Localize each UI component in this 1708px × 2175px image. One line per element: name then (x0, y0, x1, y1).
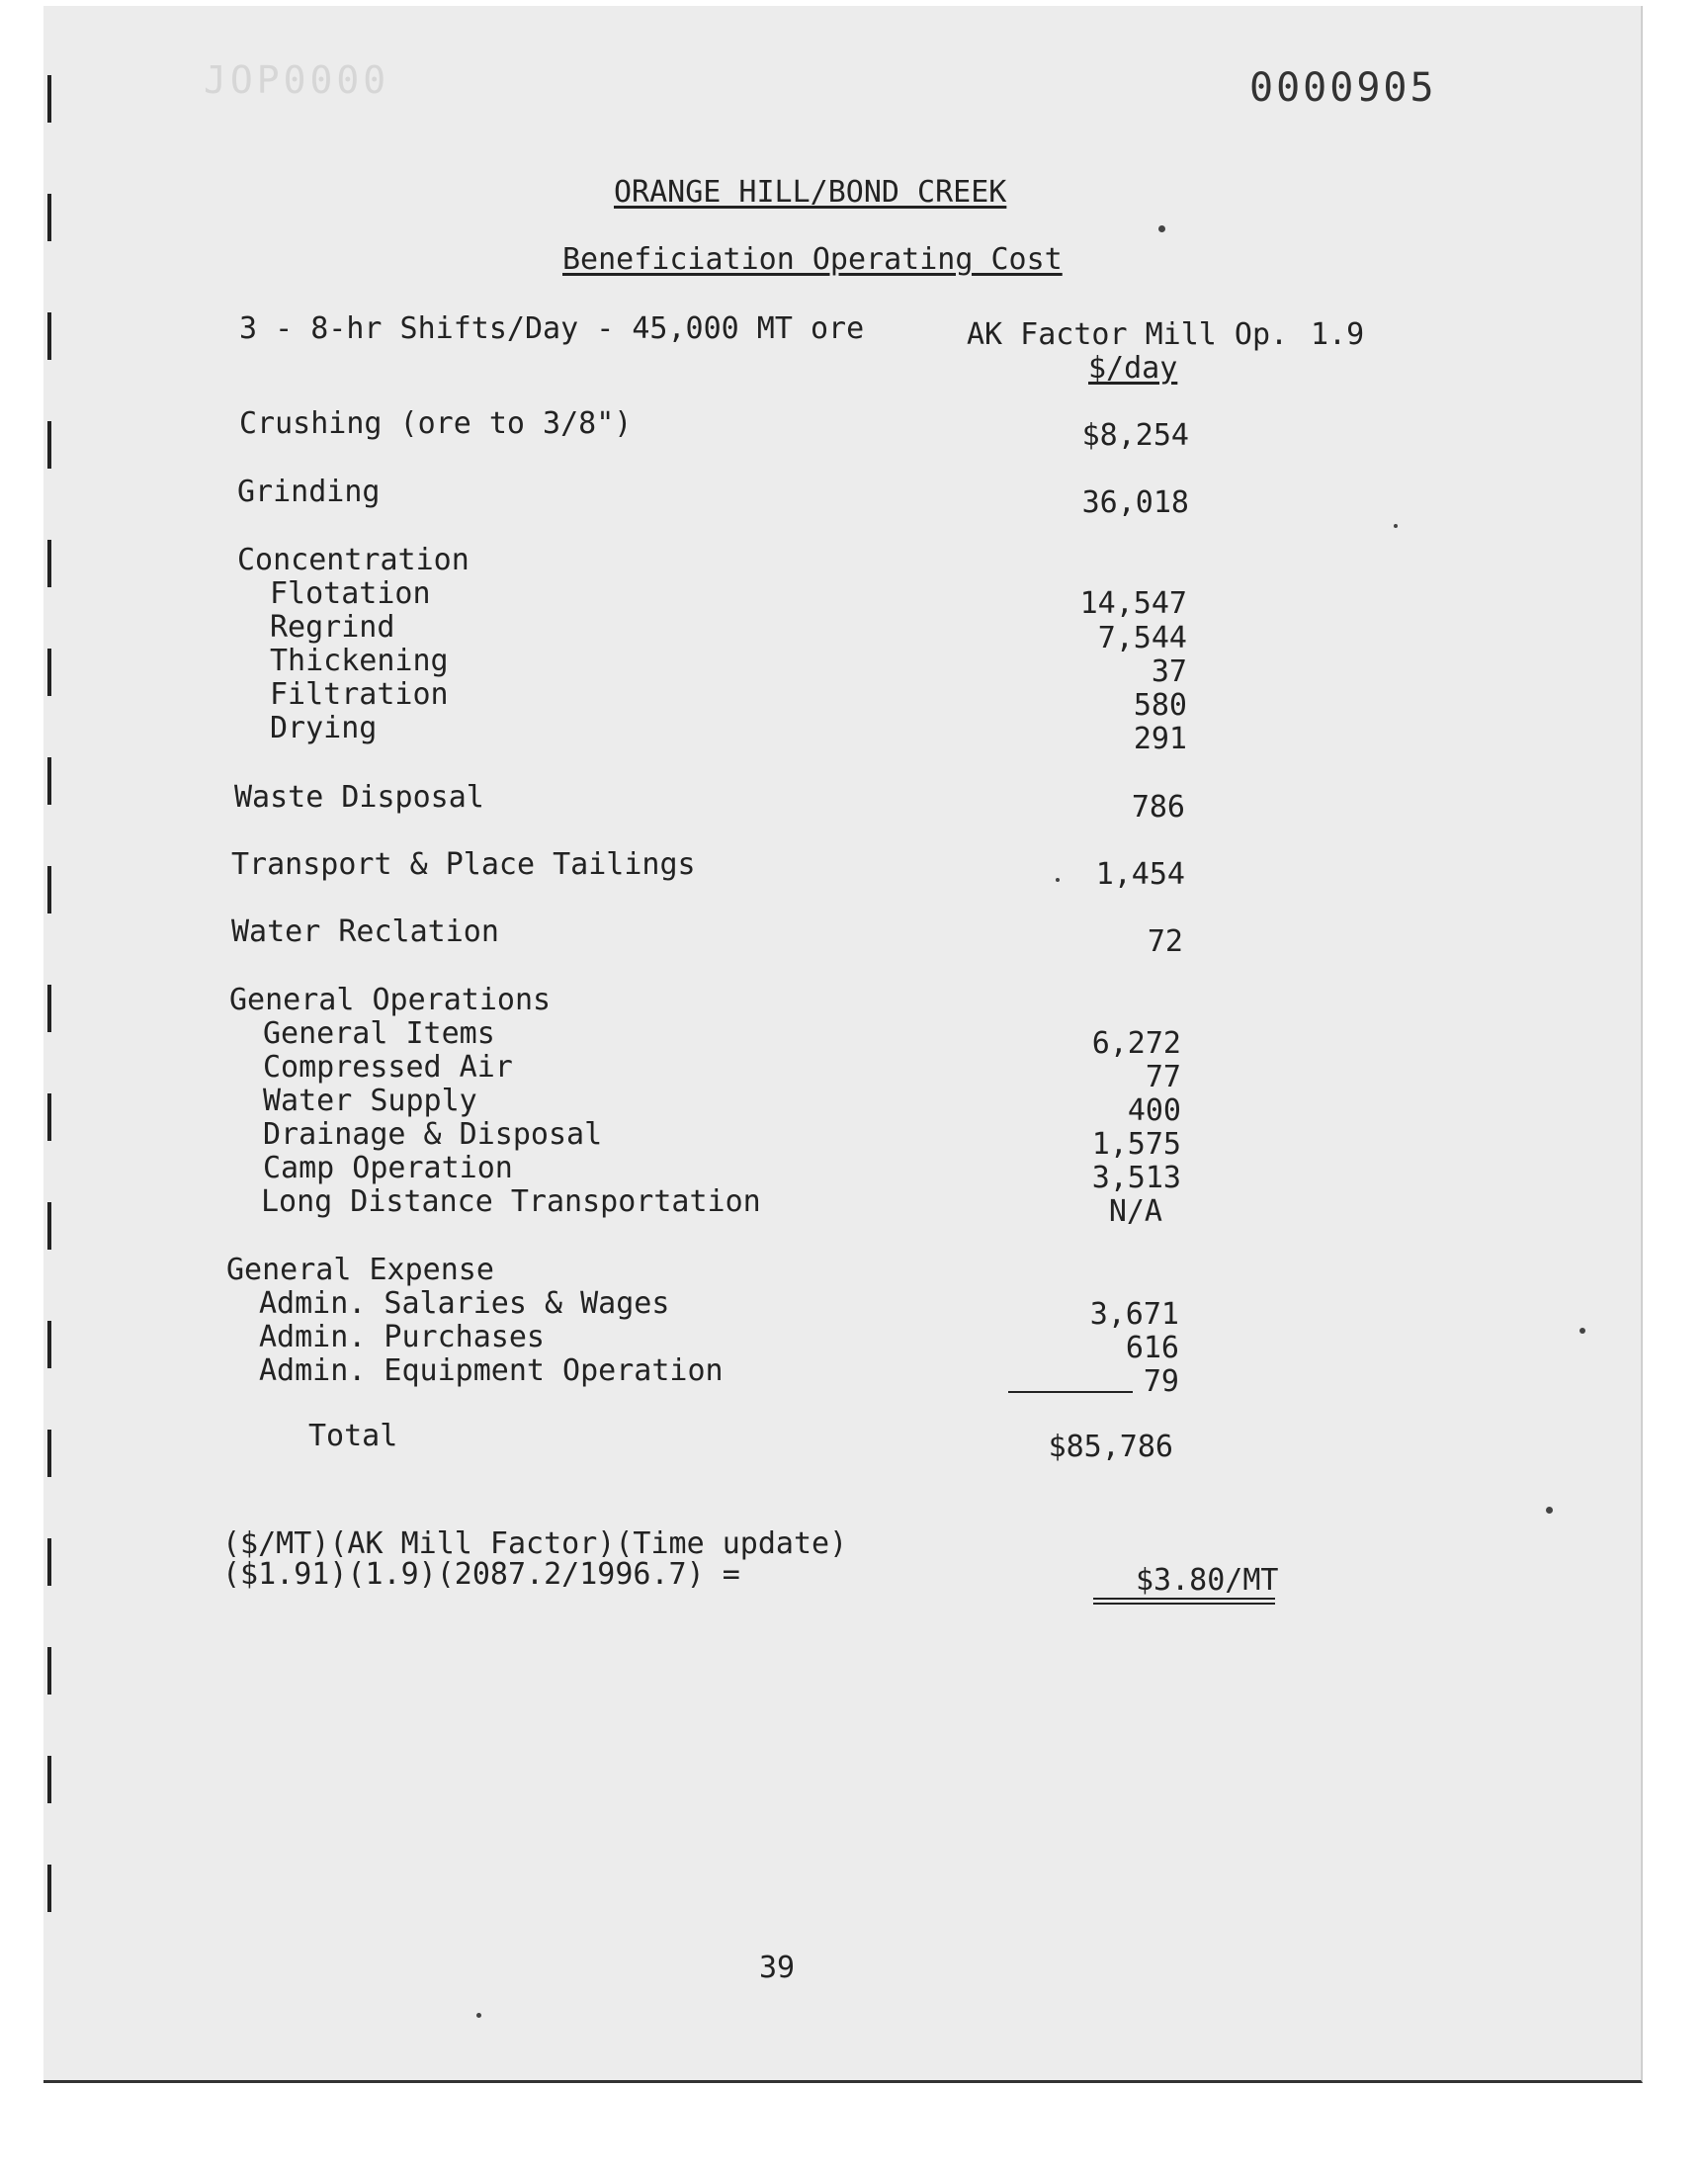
binder-hole-mark (47, 757, 51, 805)
scan-speck (1546, 1507, 1553, 1514)
result-underline (1093, 1603, 1275, 1605)
item-value: 14,547 (1079, 586, 1187, 621)
item-value: N/A (1108, 1194, 1162, 1229)
document-subtitle: Beneficiation Operating Cost (562, 242, 1063, 277)
section-heading: General Operations (229, 983, 552, 1017)
total-rule (1008, 1391, 1133, 1393)
binder-hole-mark (47, 1430, 51, 1477)
document-code: 0000905 (1249, 65, 1437, 111)
item-value: 7,544 (1097, 621, 1187, 655)
item-value: 580 (1133, 688, 1187, 723)
binder-hole-mark (47, 312, 51, 360)
section-heading: Concentration (237, 543, 470, 577)
item-label: Flotation (270, 576, 431, 611)
binder-hole-mark (47, 1647, 51, 1695)
item-value: 291 (1133, 722, 1187, 756)
item-label: Water Supply (263, 1084, 477, 1118)
item-label: Thickening (270, 644, 449, 678)
item-value: 786 (1131, 790, 1185, 825)
scan-speck (1580, 1328, 1585, 1334)
item-label: Admin. Salaries & Wages (259, 1286, 670, 1321)
faded-document-code: JOP0000 (204, 58, 390, 102)
item-value: $8,254 (1081, 418, 1189, 453)
item-label: General Items (263, 1016, 495, 1051)
document-title: ORANGE HILL/BOND CREEK (614, 175, 1007, 210)
formula-line: ($/MT)(AK Mill Factor)(Time update) (222, 1526, 848, 1561)
binder-hole-mark (47, 866, 51, 914)
total-value: $85,786 (1048, 1430, 1173, 1464)
factor-value: 1.9 (1311, 317, 1365, 352)
item-label: Long Distance Transportation (261, 1184, 761, 1219)
shift-description: 3 - 8-hr Shifts/Day - 45,000 MT ore (239, 311, 865, 346)
item-value: 72 (1147, 924, 1183, 959)
item-label: Filtration (270, 677, 449, 712)
binder-hole-mark (47, 540, 51, 587)
binder-hole-mark (47, 1865, 51, 1912)
scan-speck (1158, 225, 1165, 232)
item-value: 3,671 (1089, 1297, 1179, 1332)
section-heading: General Expense (226, 1253, 494, 1287)
item-value: 36,018 (1081, 485, 1189, 520)
item-value: 77 (1145, 1060, 1181, 1094)
binder-hole-mark (47, 194, 51, 241)
binder-hole-mark (47, 1756, 51, 1803)
binder-hole-mark (47, 649, 51, 696)
item-label: Drying (270, 711, 378, 745)
item-value: 6,272 (1091, 1026, 1181, 1061)
item-label: Crushing (ore to 3/8") (239, 406, 633, 441)
item-label: Grinding (237, 475, 381, 509)
item-label: Admin. Equipment Operation (259, 1353, 724, 1388)
scan-speck (1056, 878, 1060, 882)
item-value: 616 (1125, 1331, 1179, 1365)
scan-speck (476, 2013, 481, 2018)
page-number: 39 (759, 1951, 796, 1985)
binder-hole-mark (47, 1093, 51, 1141)
item-label: Water Reclation (231, 914, 499, 949)
binder-hole-mark (47, 421, 51, 469)
item-label: Admin. Purchases (259, 1320, 545, 1354)
result-underline (1093, 1598, 1275, 1600)
item-value: 1,454 (1095, 857, 1185, 892)
factor-label: AK Factor Mill Op. (967, 317, 1289, 352)
binder-hole-mark (47, 1538, 51, 1586)
result-value: $3.80/MT (1136, 1563, 1279, 1598)
binder-hole-mark (47, 1202, 51, 1250)
item-value: 3,513 (1091, 1161, 1181, 1195)
item-label: Drainage & Disposal (263, 1117, 603, 1152)
item-label: Regrind (270, 610, 395, 645)
item-value: 79 (1143, 1364, 1179, 1399)
item-value: 1,575 (1091, 1127, 1181, 1162)
unit-header: $/day (1088, 351, 1178, 386)
item-label: Compressed Air (263, 1050, 513, 1085)
binder-hole-mark (47, 1321, 51, 1368)
item-label: Camp Operation (263, 1151, 513, 1185)
item-label: Waste Disposal (234, 780, 484, 815)
item-label: Transport & Place Tailings (231, 847, 696, 882)
binder-hole-mark (47, 985, 51, 1032)
item-value: 400 (1127, 1093, 1181, 1128)
scan-speck (1394, 524, 1398, 528)
binder-hole-mark (47, 75, 51, 123)
formula-line: ($1.91)(1.9)(2087.2/1996.7) = (222, 1557, 740, 1592)
total-label: Total (308, 1419, 398, 1453)
item-value: 37 (1151, 654, 1187, 689)
